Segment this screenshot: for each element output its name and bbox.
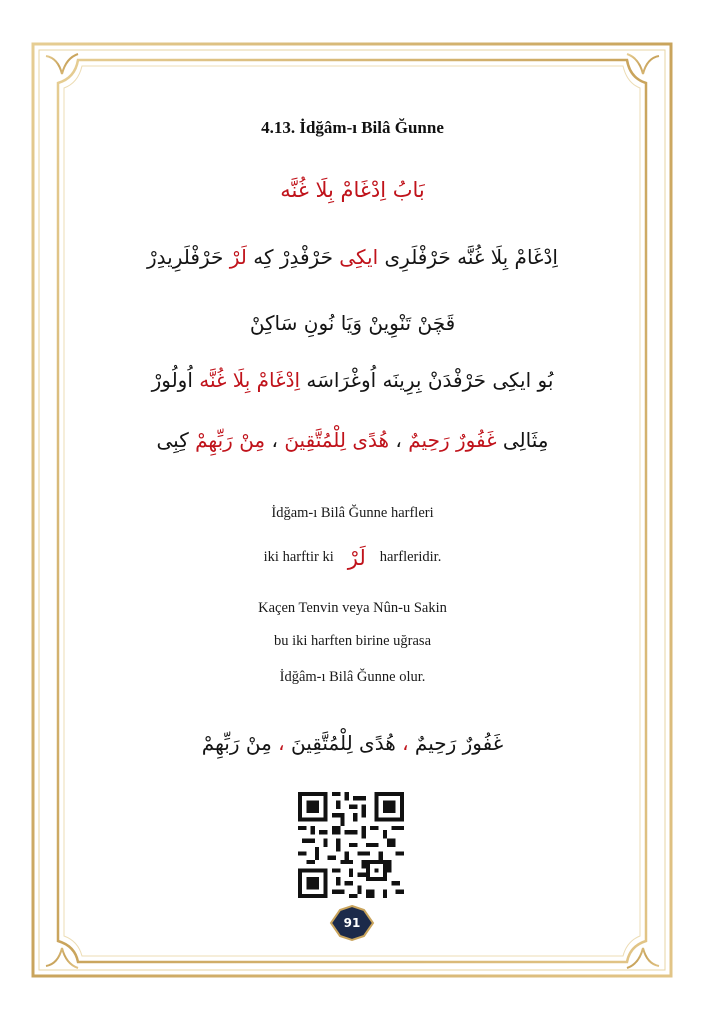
turkish-line-5: İdğâm-ı Bilâ Ğunne olur. xyxy=(279,669,426,685)
arabic-text: اُولُورْ xyxy=(151,368,200,392)
turkish-text: iki harftir ki xyxy=(263,549,334,565)
arabic-line-3 xyxy=(80,368,625,392)
page-number: 91 xyxy=(343,916,361,930)
turkish-line-1: İdğam-ı Bilâ Ğunne harfleri xyxy=(271,505,434,521)
turkish-line-2 xyxy=(80,546,625,570)
arabic-text: مِثَالِى xyxy=(496,428,549,452)
arabic-line-1 xyxy=(80,245,625,269)
arabic-text: غَفُورٌ رَحِيمٌ xyxy=(414,731,504,755)
arabic-separator: ، xyxy=(271,731,291,755)
turkish-line-4: bu iki harften birine uğrasa xyxy=(273,633,432,649)
arabic-text: ، xyxy=(265,428,285,452)
arabic-text: اِدْغَامْ بِلَا غُنَّه حَرْفْلَرِى xyxy=(378,245,558,269)
arabic-highlight: ايكِى xyxy=(339,245,379,269)
arabic-line-2: قَچَنْ تَنْوِينْ وَيَا نُونِ سَاكِنْ xyxy=(249,311,456,335)
arabic-chapter-title-text: بَابُ اِدْغَامْ بِلَا غُنَّه xyxy=(280,178,425,202)
arabic-highlight: هُدًى لِلْمُتَّقِينَ xyxy=(284,428,390,452)
qr-code-icon[interactable] xyxy=(298,792,404,898)
arabic-text: حَرْفْلَرِيدِرْ xyxy=(147,245,230,269)
arabic-example-line xyxy=(80,731,625,755)
arabic-text: مِنْ رَبِّهِمْ xyxy=(201,731,272,755)
arabic-separator: ، xyxy=(395,731,415,755)
arabic-highlight: لَرْ xyxy=(229,245,247,269)
arabic-text: حَرْفْدِرْ كِه xyxy=(246,245,340,269)
arabic-highlight: مِنْ رَبِّهِمْ xyxy=(195,428,266,452)
arabic-line-4 xyxy=(80,428,625,452)
turkish-line-3: Kaçen Tenvin veya Nûn-u Sakin xyxy=(258,600,447,616)
arabic-chapter-title xyxy=(80,178,625,202)
arabic-text: هُدًى لِلْمُتَّقِينَ xyxy=(291,731,396,755)
section-heading: 4.13. İdğâm-ı Bilâ Ğunne xyxy=(261,118,444,137)
arabic-letters-inline: لَرْ xyxy=(347,546,366,570)
arabic-text: ، xyxy=(389,428,409,452)
arabic-highlight: اِدْغَامْ بِلَا غُنَّه xyxy=(199,368,301,392)
arabic-text: بُو ايكِى حَرْفْدَنْ بِرِينَه اُوغْرَاسَه xyxy=(300,368,554,392)
arabic-highlight: غَفُورٌ رَحِيمٌ xyxy=(408,428,497,452)
arabic-text: كِبِى xyxy=(156,428,196,452)
turkish-text: harfleridir. xyxy=(379,549,442,565)
